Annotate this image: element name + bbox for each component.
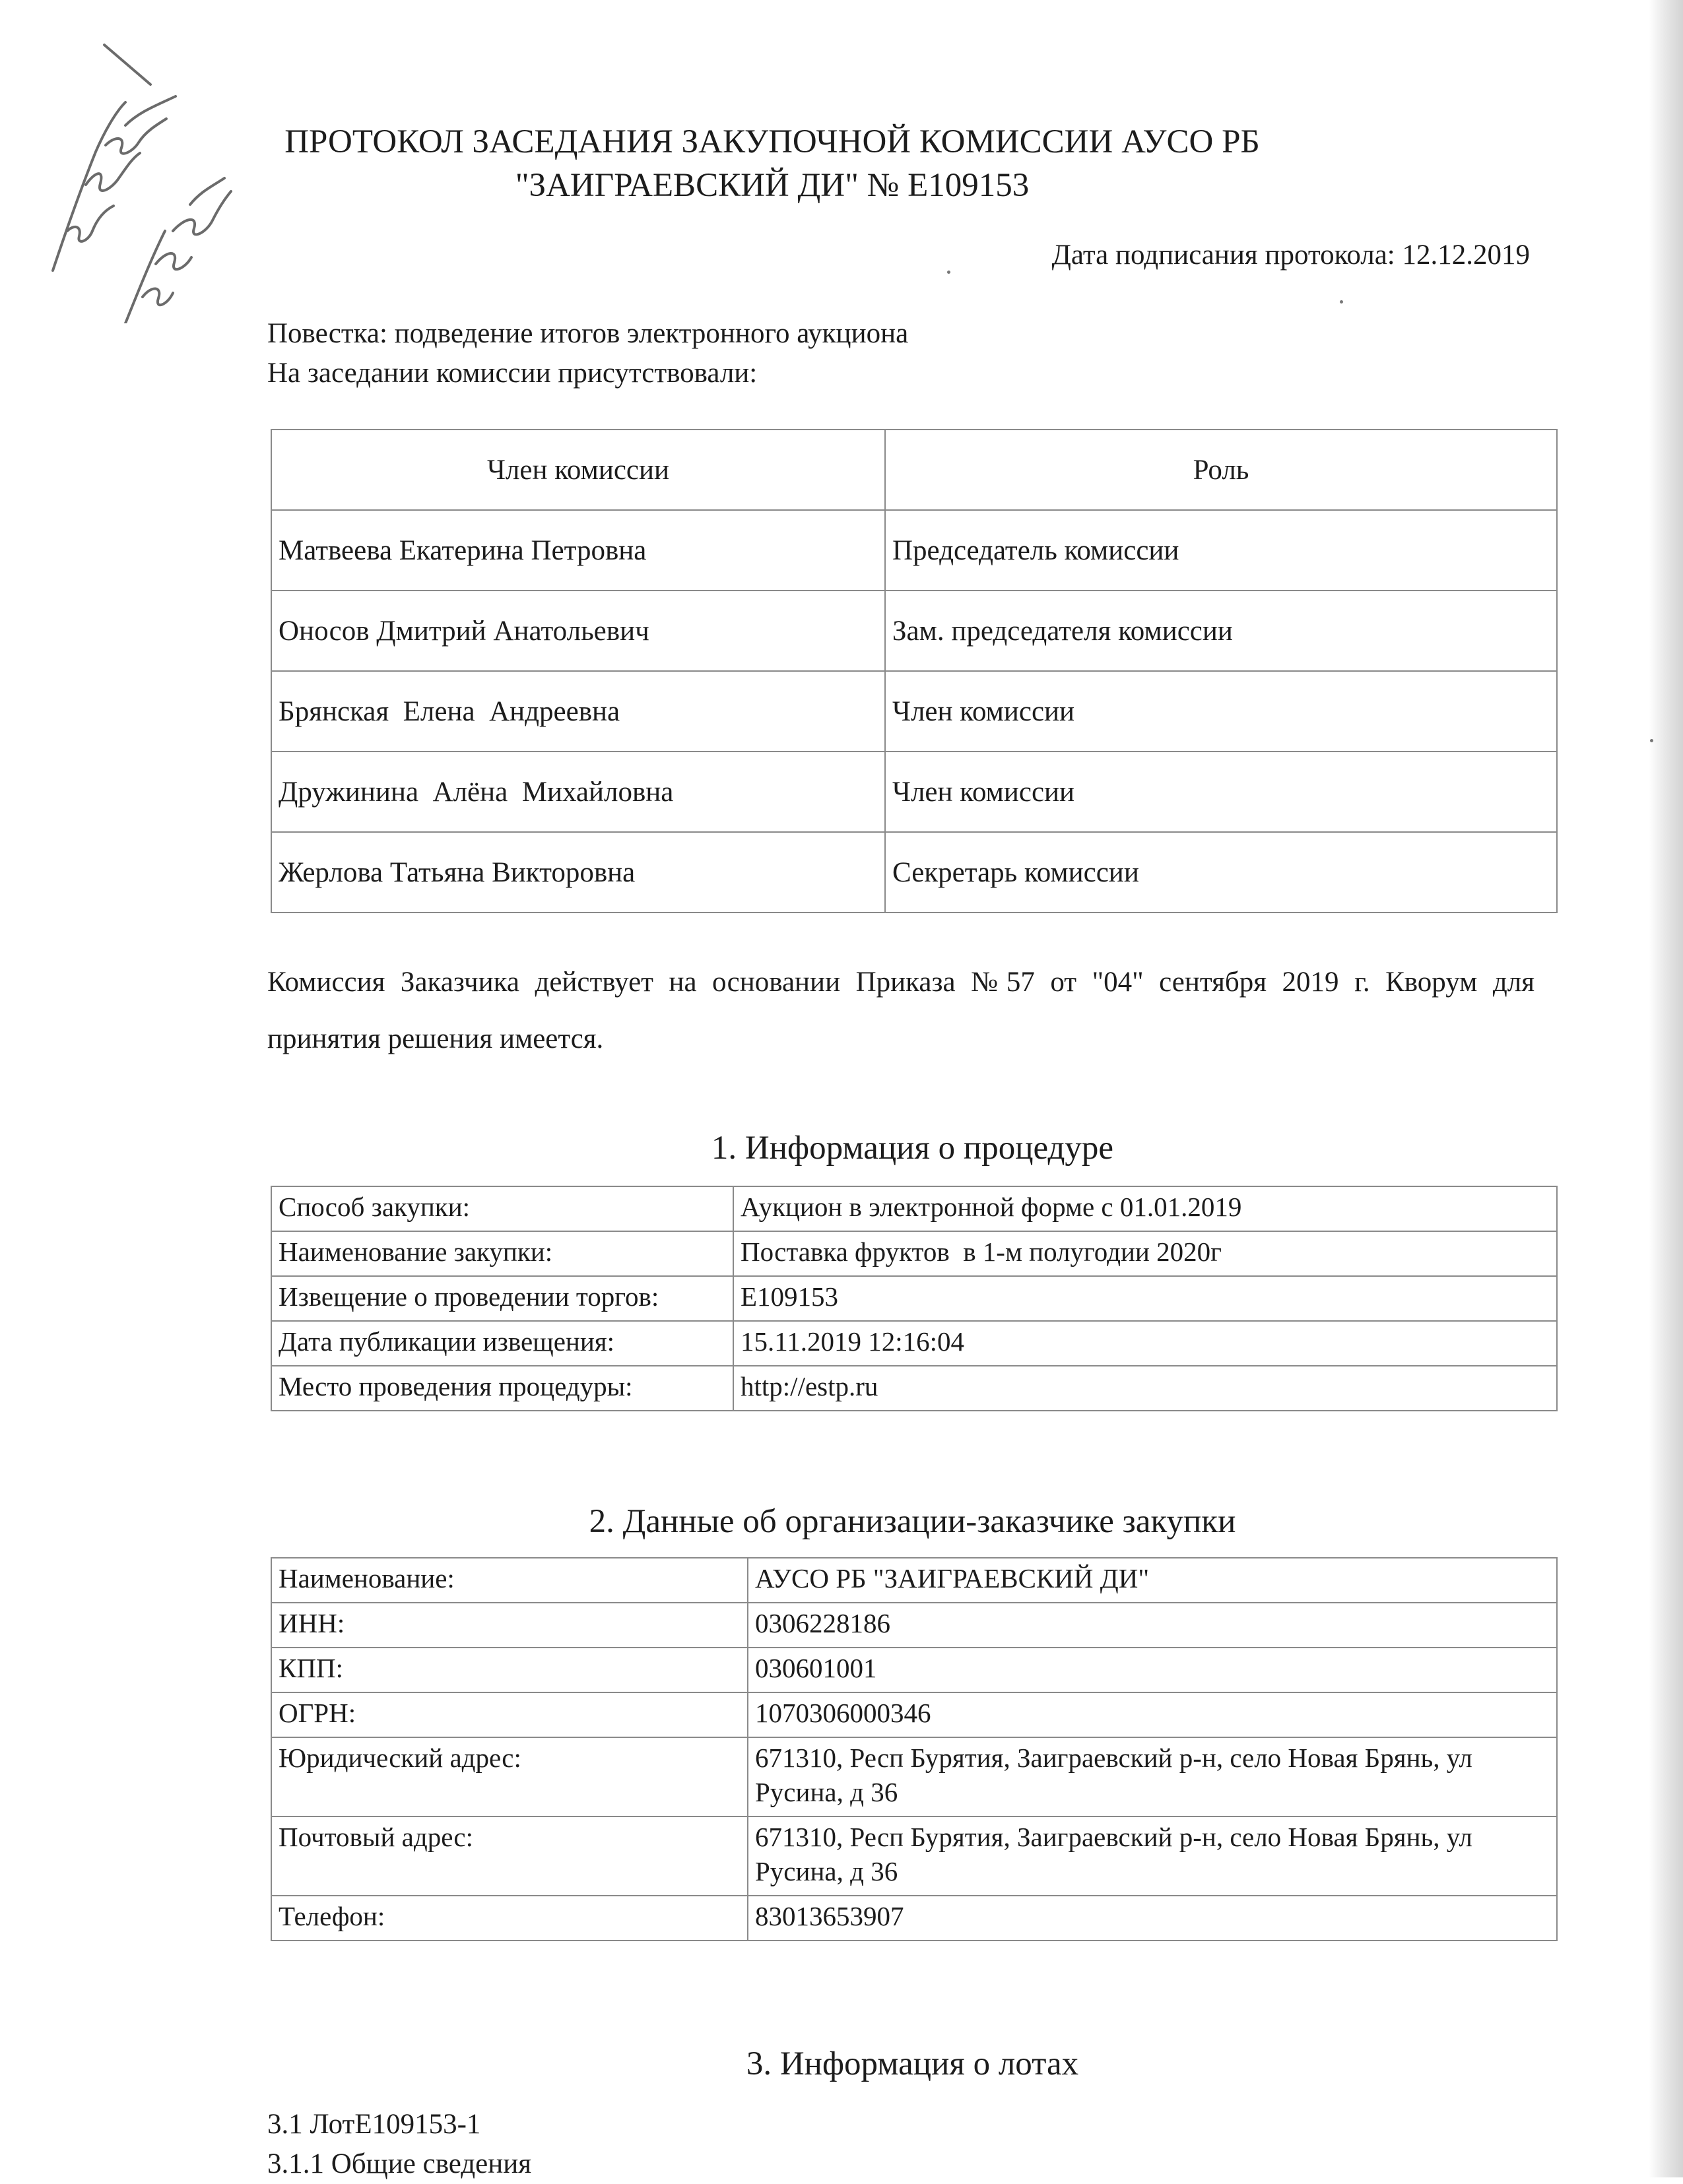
- field-value: Аукцион в электронной форме с 01.01.2019: [733, 1186, 1557, 1231]
- column-header: Член комиссии: [271, 430, 885, 510]
- handwritten-note: [26, 13, 251, 323]
- field-label: КПП:: [271, 1648, 748, 1692]
- member-role: Председатель комиссии: [885, 510, 1557, 591]
- scan-edge-shadow: [1649, 0, 1683, 2177]
- member-role: Зам. председателя комиссии: [885, 591, 1557, 671]
- table-row: [271, 1276, 1557, 1321]
- field-value: 0306228186: [748, 1603, 1557, 1648]
- table-row: [271, 1231, 1557, 1276]
- scan-speck: [1650, 739, 1653, 742]
- table-row: [271, 832, 1557, 913]
- signing-date: Дата подписания протокола: 12.12.2019: [1051, 240, 1530, 271]
- table-header-row: [271, 430, 1557, 510]
- member-name: Жерлова Татьяна Викторовна: [271, 832, 885, 913]
- title-line-1: ПРОТОКОЛ ЗАСЕДАНИЯ ЗАКУПОЧНОЙ КОМИССИИ АУСО РБ: [284, 123, 1260, 160]
- field-label: Почтовый адрес:: [271, 1816, 748, 1896]
- lot-general-info: 3.1.1 Общие сведения: [267, 2148, 532, 2179]
- field-label: Способ закупки:: [271, 1186, 733, 1231]
- field-label: Телефон:: [271, 1896, 748, 1941]
- field-value: 1070306000346: [748, 1692, 1557, 1737]
- member-name: Дружинина Алёна Михайловна: [271, 752, 885, 832]
- commission-table: [271, 429, 1558, 913]
- field-value: http://estp.ru: [733, 1366, 1557, 1411]
- agenda: Повестка: подведение итогов электронного аукциона: [267, 318, 909, 349]
- table-row: [271, 1603, 1557, 1648]
- table-row: [271, 1366, 1557, 1411]
- field-label: Наименование:: [271, 1558, 748, 1603]
- table-row: [271, 1737, 1557, 1816]
- field-value: АУСО РБ "ЗАИГРАЕВСКИЙ ДИ": [748, 1558, 1557, 1603]
- field-value: 671310, Респ Бурятия, Заиграевский р-н, село Новая Брянь, ул Русина, д 36: [748, 1737, 1557, 1816]
- member-role: Секретарь комиссии: [885, 832, 1557, 913]
- field-label: Дата публикации извещения:: [271, 1321, 733, 1366]
- document-title: [264, 120, 1280, 207]
- member-role: Член комиссии: [885, 752, 1557, 832]
- section-3-heading: 3. Информация о лотах: [746, 2045, 1079, 2082]
- field-value: 671310, Респ Бурятия, Заиграевский р-н, село Новая Брянь, ул Русина, д 36: [748, 1816, 1557, 1896]
- field-label: Наименование закупки:: [271, 1231, 733, 1276]
- scan-speck: [1340, 300, 1343, 304]
- section-1-heading: 1. Информация о процедуре: [711, 1130, 1114, 1167]
- procedure-info-table: [271, 1186, 1558, 1411]
- table-row: [271, 1648, 1557, 1692]
- table-row: [271, 1558, 1557, 1603]
- field-value: 15.11.2019 12:16:04: [733, 1321, 1557, 1366]
- table-row: [271, 1692, 1557, 1737]
- table-row: [271, 1186, 1557, 1231]
- field-label: ОГРН:: [271, 1692, 748, 1737]
- attendees-intro: На заседании комиссии присутствовали:: [267, 358, 758, 389]
- field-value: Поставка фруктов в 1-м полугодии 2020г: [733, 1231, 1557, 1276]
- table-row: [271, 510, 1557, 591]
- field-label: Извещение о проведении торгов:: [271, 1276, 733, 1321]
- member-name: Оносов Дмитрий Анатольевич: [271, 591, 885, 671]
- field-label: Юридический адрес:: [271, 1737, 748, 1816]
- column-header: Роль: [885, 430, 1557, 510]
- member-role: Член комиссии: [885, 671, 1557, 752]
- section-2-heading: 2. Данные об организации-заказчике закупки: [589, 1503, 1236, 1540]
- scan-speck: [947, 271, 950, 274]
- table-row: [271, 752, 1557, 832]
- lot-number: 3.1 ЛотЕ109153-1: [267, 2109, 481, 2140]
- member-name: Матвеева Екатерина Петровна: [271, 510, 885, 591]
- title-line-2: "ЗАИГРАЕВСКИЙ ДИ" № Е109153: [515, 167, 1030, 204]
- field-value: Е109153: [733, 1276, 1557, 1321]
- table-row: [271, 1816, 1557, 1896]
- table-row: [271, 671, 1557, 752]
- table-row: [271, 1896, 1557, 1941]
- commission-basis-text: Комиссия Заказчика действует на основании Приказа №57 от "04" сентября 2019 г. Кворум для принятия решения имеется.: [267, 967, 1534, 1054]
- table-row: [271, 591, 1557, 671]
- field-value: 83013653907: [748, 1896, 1557, 1941]
- member-name: Брянская Елена Андреевна: [271, 671, 885, 752]
- field-label: ИНН:: [271, 1603, 748, 1648]
- field-value: 030601001: [748, 1648, 1557, 1692]
- table-row: [271, 1321, 1557, 1366]
- customer-info-table: [271, 1557, 1558, 1941]
- field-label: Место проведения процедуры:: [271, 1366, 733, 1411]
